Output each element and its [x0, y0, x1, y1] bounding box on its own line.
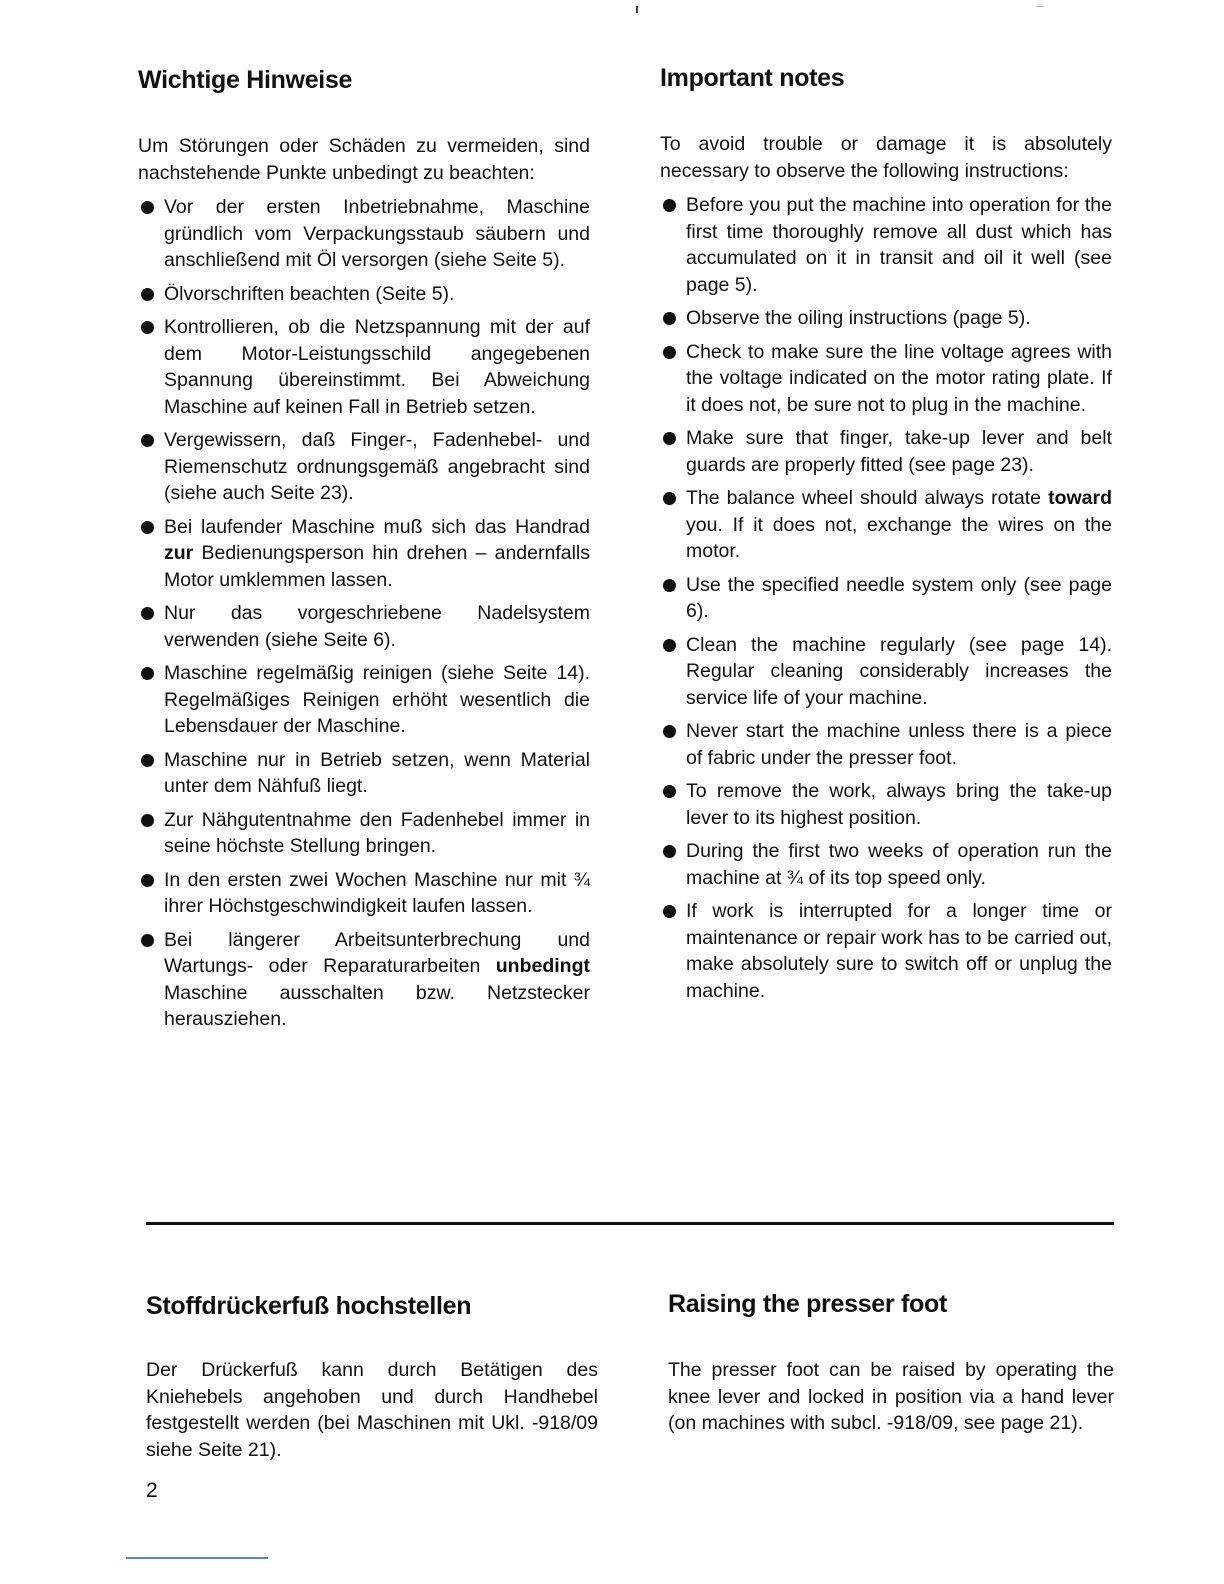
bullet-text-part: In den ersten zwei Wochen Maschine nur mit ¾ ihrer Höchstgeschwindigkeit laufen lassen.: [164, 868, 590, 917]
bullet-dot-icon: [141, 754, 154, 767]
bullet-text-part: Nur das vorgeschriebene Nadelsystem verwenden (siehe Seite 6).: [164, 602, 590, 651]
bullet-text: [686, 487, 1112, 562]
bullet-text: [164, 316, 590, 418]
bullet-dot-icon: [663, 905, 676, 918]
bullet-item: [660, 339, 1112, 419]
bullet-dot-icon: [141, 521, 154, 534]
bullet-text-part: you. If it does not, exchange the wires on the motor.: [686, 513, 1112, 562]
bullet-text-part: Maschine ausschalten bzw. Netzstecker herausziehen.: [164, 981, 590, 1030]
bullet-list: [138, 194, 590, 1033]
bullet-item: [138, 314, 590, 420]
bullet-dot-icon: [663, 845, 676, 858]
bullet-dot-icon: [663, 432, 676, 445]
bullet-text: [164, 662, 590, 737]
bullet-text-part: Before you put the machine into operation for the first time thoroughly remove all dust which has accumulated on it in transit and oil it well (see page 5).: [686, 194, 1112, 296]
bullet-item: [138, 867, 590, 920]
bullet-text: [164, 929, 590, 1031]
bullet-dot-icon: [141, 874, 154, 887]
bullet-item: [660, 572, 1112, 625]
bullet-text-part: To remove the work, always bring the take-up lever to its highest position.: [686, 780, 1112, 829]
bullet-dot-icon: [663, 579, 676, 592]
bullet-emphasis: toward: [1048, 487, 1112, 509]
bullet-item: [138, 927, 590, 1033]
bullet-item: [138, 194, 590, 274]
bullet-dot-icon: [663, 312, 676, 325]
presser-foot-section-english: [668, 1290, 1114, 1437]
section-title: Wichtige Hinweise: [138, 66, 353, 94]
bullet-dot-icon: [141, 434, 154, 447]
bullet-dot-icon: [141, 607, 154, 620]
section-title: Raising the presser foot: [668, 1290, 947, 1318]
section-text: The presser foot can be raised by operating the knee lever and locked in position via a hand lever (on machines with subcl. -918/09, see page 21).: [668, 1359, 1114, 1434]
section-text: Der Drückerfuß kann durch Betätigen des Kniehebels angehoben und durch Handhebel festgestellt werden (bei Maschinen mit Ukl. -918/09 siehe Seite 21).: [146, 1359, 598, 1461]
bullet-text-part: Never start the machine unless there is a piece of fabric under the presser foot.: [686, 720, 1112, 769]
bullet-item: [138, 600, 590, 653]
scan-speck: [636, 6, 638, 13]
bullet-text: [164, 809, 590, 858]
notes-column-english: [660, 64, 1112, 1011]
bullet-dot-icon: [141, 321, 154, 334]
bullet-dot-icon: [141, 201, 154, 214]
bullet-text-part: Clean the machine regularly (see page 14). Regular cleaning considerably increases the service life of your machine.: [686, 633, 1112, 709]
bullet-text-part: Ölvorschriften beachten (Seite 5).: [164, 282, 455, 305]
bullet-text-part: Check to make sure the line voltage agrees with the voltage indicated on the motor rating plate. If it does not, be sure not to plug in the machine.: [686, 340, 1112, 416]
bullet-item: [138, 807, 590, 860]
bullet-text-part: Zur Nähgutentnahme den Fadenhebel immer in seine höchste Stellung bringen.: [164, 808, 590, 857]
bullet-dot-icon: [663, 639, 676, 652]
intro-text: To avoid trouble or damage it is absolutely necessary to observe the following instructions:: [660, 133, 1112, 182]
bullet-dot-icon: [663, 725, 676, 738]
bullet-text-part: If work is interrupted for a longer time or maintenance or repair work has to be carried out, make absolutely sure to switch off or unplug the machine.: [686, 900, 1112, 1002]
bullet-text-part: Bei längerer Arbeitsunterbrechung und Wartungs- oder Reparaturarbeiten: [164, 928, 590, 977]
section-title: Stoffdrückerfuß hochstellen: [146, 1292, 472, 1320]
intro-text: Um Störungen oder Schäden zu vermeiden, sind nachstehende Punkte unbedingt zu beachten:: [138, 135, 590, 184]
bullet-text: [686, 194, 1112, 296]
presser-foot-section-german: [146, 1292, 598, 1463]
bullet-item: [138, 514, 590, 594]
bullet-item: [138, 660, 590, 740]
bullet-text: [686, 427, 1112, 476]
bullet-text: [686, 780, 1112, 829]
bullet-dot-icon: [663, 785, 676, 798]
bullet-item: [660, 718, 1112, 771]
bullet-item: [138, 281, 590, 308]
bullet-text: [686, 720, 1112, 769]
bullet-dot-icon: [663, 492, 676, 505]
bullet-item: [660, 632, 1112, 712]
bullet-text-part: The balance wheel should always rotate: [686, 487, 1049, 509]
bullet-emphasis: unbedingt: [495, 955, 590, 977]
bullet-text: [686, 840, 1112, 889]
bullet-item: [660, 778, 1112, 831]
bullet-text: [164, 749, 590, 798]
bullet-text: [686, 341, 1112, 416]
bullet-list: [660, 192, 1112, 1004]
bullet-text-part: Kontrollieren, ob die Netzspannung mit der auf dem Motor-Leistungsschild angegebenen Spannung übereinstimmt. Bei Abweichung Maschine auf keinen Fall in Betrieb setzen.: [164, 316, 590, 418]
bullet-item: [660, 192, 1112, 298]
bullet-text: [686, 900, 1112, 1002]
bullet-text: [164, 869, 590, 918]
bullet-dot-icon: [663, 346, 676, 359]
scan-speck: [1036, 6, 1044, 7]
bullet-text: [164, 516, 590, 591]
bullet-item: [660, 898, 1112, 1004]
page-number: 2: [146, 1479, 158, 1502]
bullet-text-part: Bedienungsperson hin drehen – andernfalls Motor umklemmen lassen.: [164, 542, 590, 591]
bullet-dot-icon: [141, 934, 154, 947]
bullet-text: [686, 634, 1112, 709]
bullet-text: [686, 574, 1112, 623]
bullet-text-part: Make sure that finger, take-up lever and belt guards are properly fitted (see page 23).: [686, 427, 1112, 476]
bullet-emphasis: zur: [164, 542, 194, 564]
bullet-text-part: Vergewissern, daß Finger-, Fadenhebel- und Riemenschutz ordnungsgemäß angebracht sind (siehe auch Seite 23).: [164, 429, 590, 504]
bullet-item: [660, 425, 1112, 478]
bullet-text: [164, 196, 590, 271]
bullet-item: [138, 747, 590, 800]
bullet-text-part: Observe the oiling instructions (page 5).: [686, 307, 1031, 329]
bullet-text-part: Bei laufender Maschine muß sich das Handrad: [164, 515, 590, 538]
bullet-text: [164, 283, 454, 305]
bullet-text-part: Maschine nur in Betrieb setzen, wenn Material unter dem Nähfuß liegt.: [164, 748, 590, 797]
scan-artifact-line: [126, 1557, 268, 1559]
bullet-dot-icon: [141, 288, 154, 301]
section-title: Important notes: [660, 64, 845, 92]
bullet-text-part: Vor der ersten Inbetriebnahme, Maschine gründlich vom Verpackungsstaub säubern und anschließend mit Öl versorgen (siehe Seite 5).: [164, 196, 590, 271]
bullet-text: [164, 602, 590, 651]
notes-column-german: [138, 66, 590, 1040]
section-divider: [146, 1222, 1114, 1225]
bullet-item: [660, 305, 1112, 332]
bullet-item: [660, 838, 1112, 891]
bullet-item: [660, 485, 1112, 565]
bullet-text: [164, 429, 590, 504]
bullet-text-part: During the first two weeks of operation run the machine at ¾ of its top speed only.: [686, 840, 1112, 889]
bullet-dot-icon: [663, 199, 676, 212]
bullet-text-part: Maschine regelmäßig reinigen (siehe Seite 14). Regelmäßiges Reinigen erhöht wesentlich die Lebensdauer der Maschine.: [164, 662, 590, 737]
bullet-dot-icon: [141, 667, 154, 680]
bullet-dot-icon: [141, 814, 154, 827]
bullet-item: [138, 427, 590, 507]
bullet-text-part: Use the specified needle system only (see page 6).: [686, 573, 1112, 622]
bullet-text: [686, 307, 1031, 329]
